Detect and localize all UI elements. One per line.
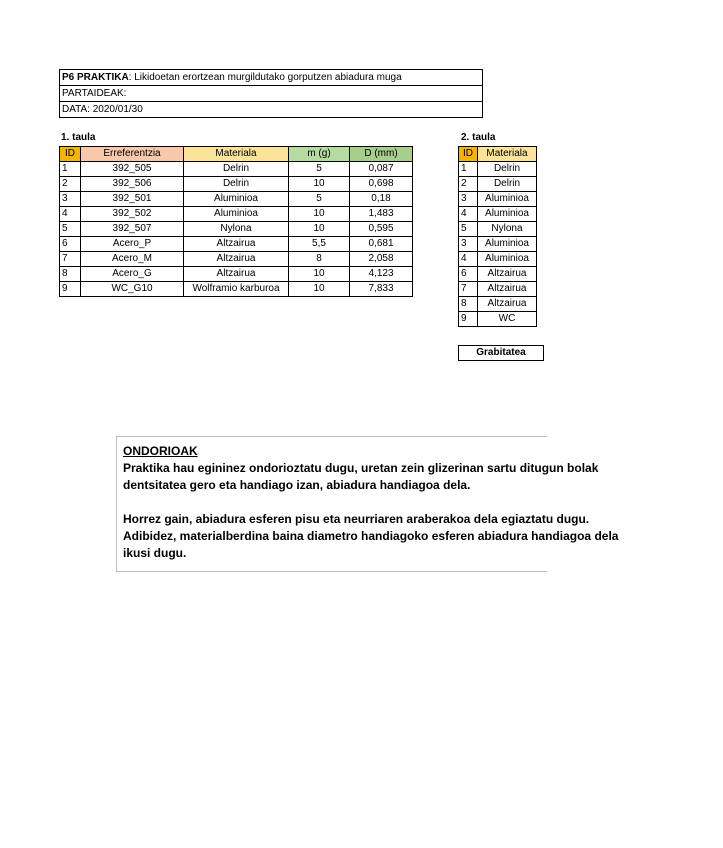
table-row xyxy=(459,207,537,222)
table-cell: Delrin xyxy=(478,177,537,192)
table-row xyxy=(60,267,413,282)
table-row xyxy=(60,237,413,252)
table-cell: WC xyxy=(478,312,537,327)
table-cell: Aluminioa xyxy=(478,237,537,252)
table2-header-cell: Materiala xyxy=(478,147,537,162)
table1-body xyxy=(60,162,413,297)
table-cell: 392_502 xyxy=(81,207,184,222)
table-row xyxy=(459,177,537,192)
conclusions-box xyxy=(116,436,619,572)
table-cell: 2 xyxy=(60,177,81,192)
table1-header-cell: m (g) xyxy=(289,147,350,162)
table1-header-cell: Materiala xyxy=(184,147,289,162)
table-cell: 392_507 xyxy=(81,222,184,237)
table-cell: 9 xyxy=(60,282,81,297)
date-cell: DATA: 2020/01/30 xyxy=(62,104,143,115)
table-cell: 6 xyxy=(60,237,81,252)
conclusions-title: ONDORIOAK xyxy=(123,444,198,458)
table1-header-cell: D (mm) xyxy=(350,147,413,162)
table-row xyxy=(459,192,537,207)
table1-header-cell: ID xyxy=(60,147,81,162)
title-bold: P6 PRAKTIKA xyxy=(62,72,129,83)
table-row xyxy=(60,207,413,222)
table-cell: Aluminioa xyxy=(184,192,289,207)
table-cell: 4,123 xyxy=(350,267,413,282)
conclusions-para1 xyxy=(123,460,723,494)
table-cell: 392_506 xyxy=(81,177,184,192)
table-cell: 9 xyxy=(459,312,478,327)
table-cell: 0,595 xyxy=(350,222,413,237)
table2-caption: 2. taula xyxy=(461,132,496,143)
table-cell: 392_501 xyxy=(81,192,184,207)
table-cell: WC_G10 xyxy=(81,282,184,297)
table-cell: Altzairua xyxy=(184,252,289,267)
header-block xyxy=(59,69,483,118)
conclusion-line: dentsitatea gero eta handiago izan, abiadura handiagoa dela. xyxy=(123,478,471,492)
table1-caption: 1. taula xyxy=(61,132,96,143)
table-1 xyxy=(59,146,413,297)
table-cell: 5 xyxy=(289,162,350,177)
table-row xyxy=(459,237,537,252)
table-cell: 5,5 xyxy=(289,237,350,252)
table-row xyxy=(459,312,537,327)
table-cell: Delrin xyxy=(184,177,289,192)
table-cell: 0,698 xyxy=(350,177,413,192)
conclusion-line: Horrez gain, abiadura esferen pisu eta neurriaren araberakoa dela egiaztatu dugu. xyxy=(123,512,590,526)
table-cell: Aluminioa xyxy=(478,252,537,267)
table2-body xyxy=(459,162,537,327)
table-row xyxy=(60,162,413,177)
table-cell: 4 xyxy=(60,207,81,222)
table-cell: Acero_G xyxy=(81,267,184,282)
table-cell: 392_505 xyxy=(81,162,184,177)
table-cell: Delrin xyxy=(478,162,537,177)
table-cell: 6 xyxy=(459,267,478,282)
table-cell: 4 xyxy=(459,207,478,222)
table-cell: 1,483 xyxy=(350,207,413,222)
table1-header-row xyxy=(60,147,413,162)
table-cell: 0,681 xyxy=(350,237,413,252)
table-cell: Nylona xyxy=(478,222,537,237)
conclusions-para2 xyxy=(123,511,723,562)
table-cell: Altzairua xyxy=(478,297,537,312)
table-cell: 7 xyxy=(60,252,81,267)
table-cell: 10 xyxy=(289,222,350,237)
table-cell: Altzairua xyxy=(184,237,289,252)
table-cell: 8 xyxy=(459,297,478,312)
table-cell: Altzairua xyxy=(184,267,289,282)
table-cell: Aluminioa xyxy=(478,207,537,222)
table-cell: Altzairua xyxy=(478,282,537,297)
table-cell: 2,058 xyxy=(350,252,413,267)
table-row xyxy=(459,267,537,282)
table-row xyxy=(459,222,537,237)
table-row xyxy=(459,297,537,312)
table-row xyxy=(60,252,413,267)
table-cell: 7,833 xyxy=(350,282,413,297)
table-cell: Altzairua xyxy=(478,267,537,282)
table-cell: 0,18 xyxy=(350,192,413,207)
conclusion-line: ikusi dugu. xyxy=(123,546,187,560)
table-cell: 3 xyxy=(459,192,478,207)
table-cell: 10 xyxy=(289,177,350,192)
table-cell: 5 xyxy=(60,222,81,237)
table-row xyxy=(459,162,537,177)
table-cell: 1 xyxy=(459,162,478,177)
table-cell: 10 xyxy=(289,267,350,282)
gravity-box: Grabitatea xyxy=(458,345,544,361)
table-cell: Aluminioa xyxy=(478,192,537,207)
table-row xyxy=(60,177,413,192)
table-cell: 10 xyxy=(289,282,350,297)
table-cell: 8 xyxy=(60,267,81,282)
title-cell xyxy=(60,70,482,86)
table-cell: Acero_M xyxy=(81,252,184,267)
table-cell: 7 xyxy=(459,282,478,297)
table-2 xyxy=(458,146,537,327)
table1-header-cell: Erreferentzia xyxy=(81,147,184,162)
table-cell: Wolframio karburoa xyxy=(184,282,289,297)
table-cell: 8 xyxy=(289,252,350,267)
participants-cell: PARTAIDEAK: xyxy=(60,86,482,102)
table-row xyxy=(459,282,537,297)
table2-header-cell: ID xyxy=(459,147,478,162)
table-cell: Aluminioa xyxy=(184,207,289,222)
table-cell: 3 xyxy=(459,237,478,252)
table-cell: 4 xyxy=(459,252,478,267)
table2-header-row xyxy=(459,147,537,162)
table-row xyxy=(60,222,413,237)
title-text: : Likidoetan erortzean murgildutako gorputzen abiadura muga xyxy=(128,72,402,83)
table-cell: Delrin xyxy=(184,162,289,177)
table-cell: 5 xyxy=(289,192,350,207)
table-cell: 3 xyxy=(60,192,81,207)
conclusion-line: Adibidez, materialberdina baina diametro handiagoko esferen abiadura handiagoa dela xyxy=(123,529,619,543)
table-cell: 0,087 xyxy=(350,162,413,177)
table-row xyxy=(459,252,537,267)
table-cell: 1 xyxy=(60,162,81,177)
table-cell: 2 xyxy=(459,177,478,192)
table-cell: Nylona xyxy=(184,222,289,237)
table-row xyxy=(60,192,413,207)
conclusion-line: Praktika hau egininez ondorioztatu dugu, uretan zein glizerinan sartu ditugun bolak xyxy=(123,461,599,475)
table-cell: Acero_P xyxy=(81,237,184,252)
table-cell: 5 xyxy=(459,222,478,237)
table-row xyxy=(60,282,413,297)
table-cell: 10 xyxy=(289,207,350,222)
